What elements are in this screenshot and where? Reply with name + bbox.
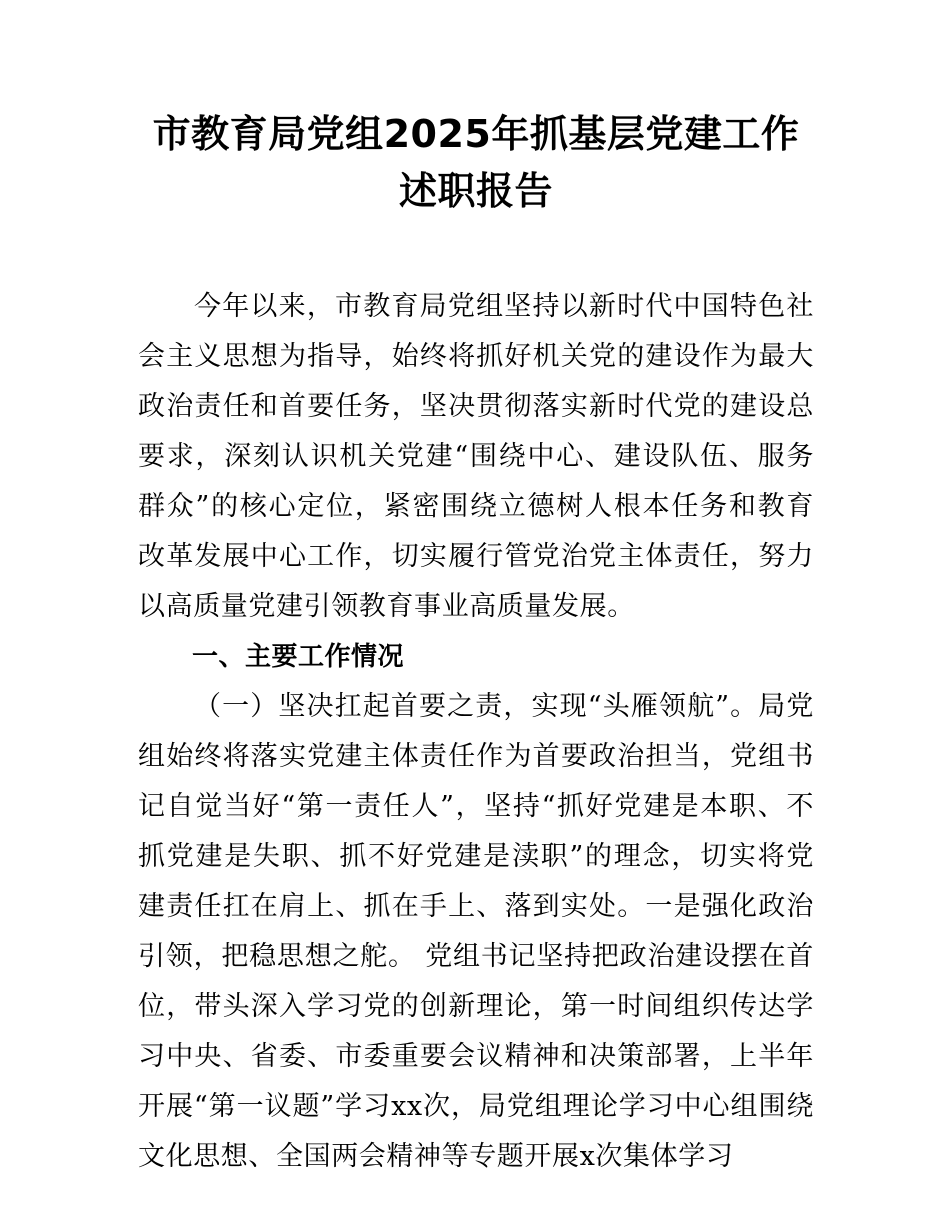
title-body-spacer <box>138 220 814 282</box>
intro-paragraph: 今年以来，市教育局党组坚持以新时代中国特色社会主义思想为指导，始终将抓好机关党的建设作为最大政治责任和首要任务，坚决贯彻落实新时代党的建设总要求，深刻认识机关党建“围绕中心、建设队伍、服务群众”的核心定位，紧密围绕立德树人根本任务和教育改革发展中心工作，切实履行管党治党主体责任，努力以高质量党建引领教育事业高质量发展。 <box>138 291 814 622</box>
subsection-paragraph-1: （一）坚决扛起首要之责，实现“头雁领航”。局党组始终将落实党建主体责任作为首要政治担当，党组书记自觉当好“第一责任人”，坚持“抓好党建是本职、不抓党建是失职、抓不好党建是渎职”的理念，切实将党建责任扛在肩上、抓在手上、落到实处。一是强化政治引领，把稳思想之舵。 党组书记坚持把政治建设摆在首位，带头深入学习党的创新理论，第一时间组织传达学习中央、省委、市委重要会议精神和决策部署，上半年开展“第一议题”学习xx次，局党组理论学习中心组围绕文化思想、全国两会精神等专题开展x次集体学习 <box>138 691 814 1172</box>
page-title: 市教育局党组2025年抓基层党建工作述职报告 <box>152 112 800 213</box>
document-content <box>138 0 814 1182</box>
section-heading-1: 一、主要工作情况 <box>192 642 405 672</box>
